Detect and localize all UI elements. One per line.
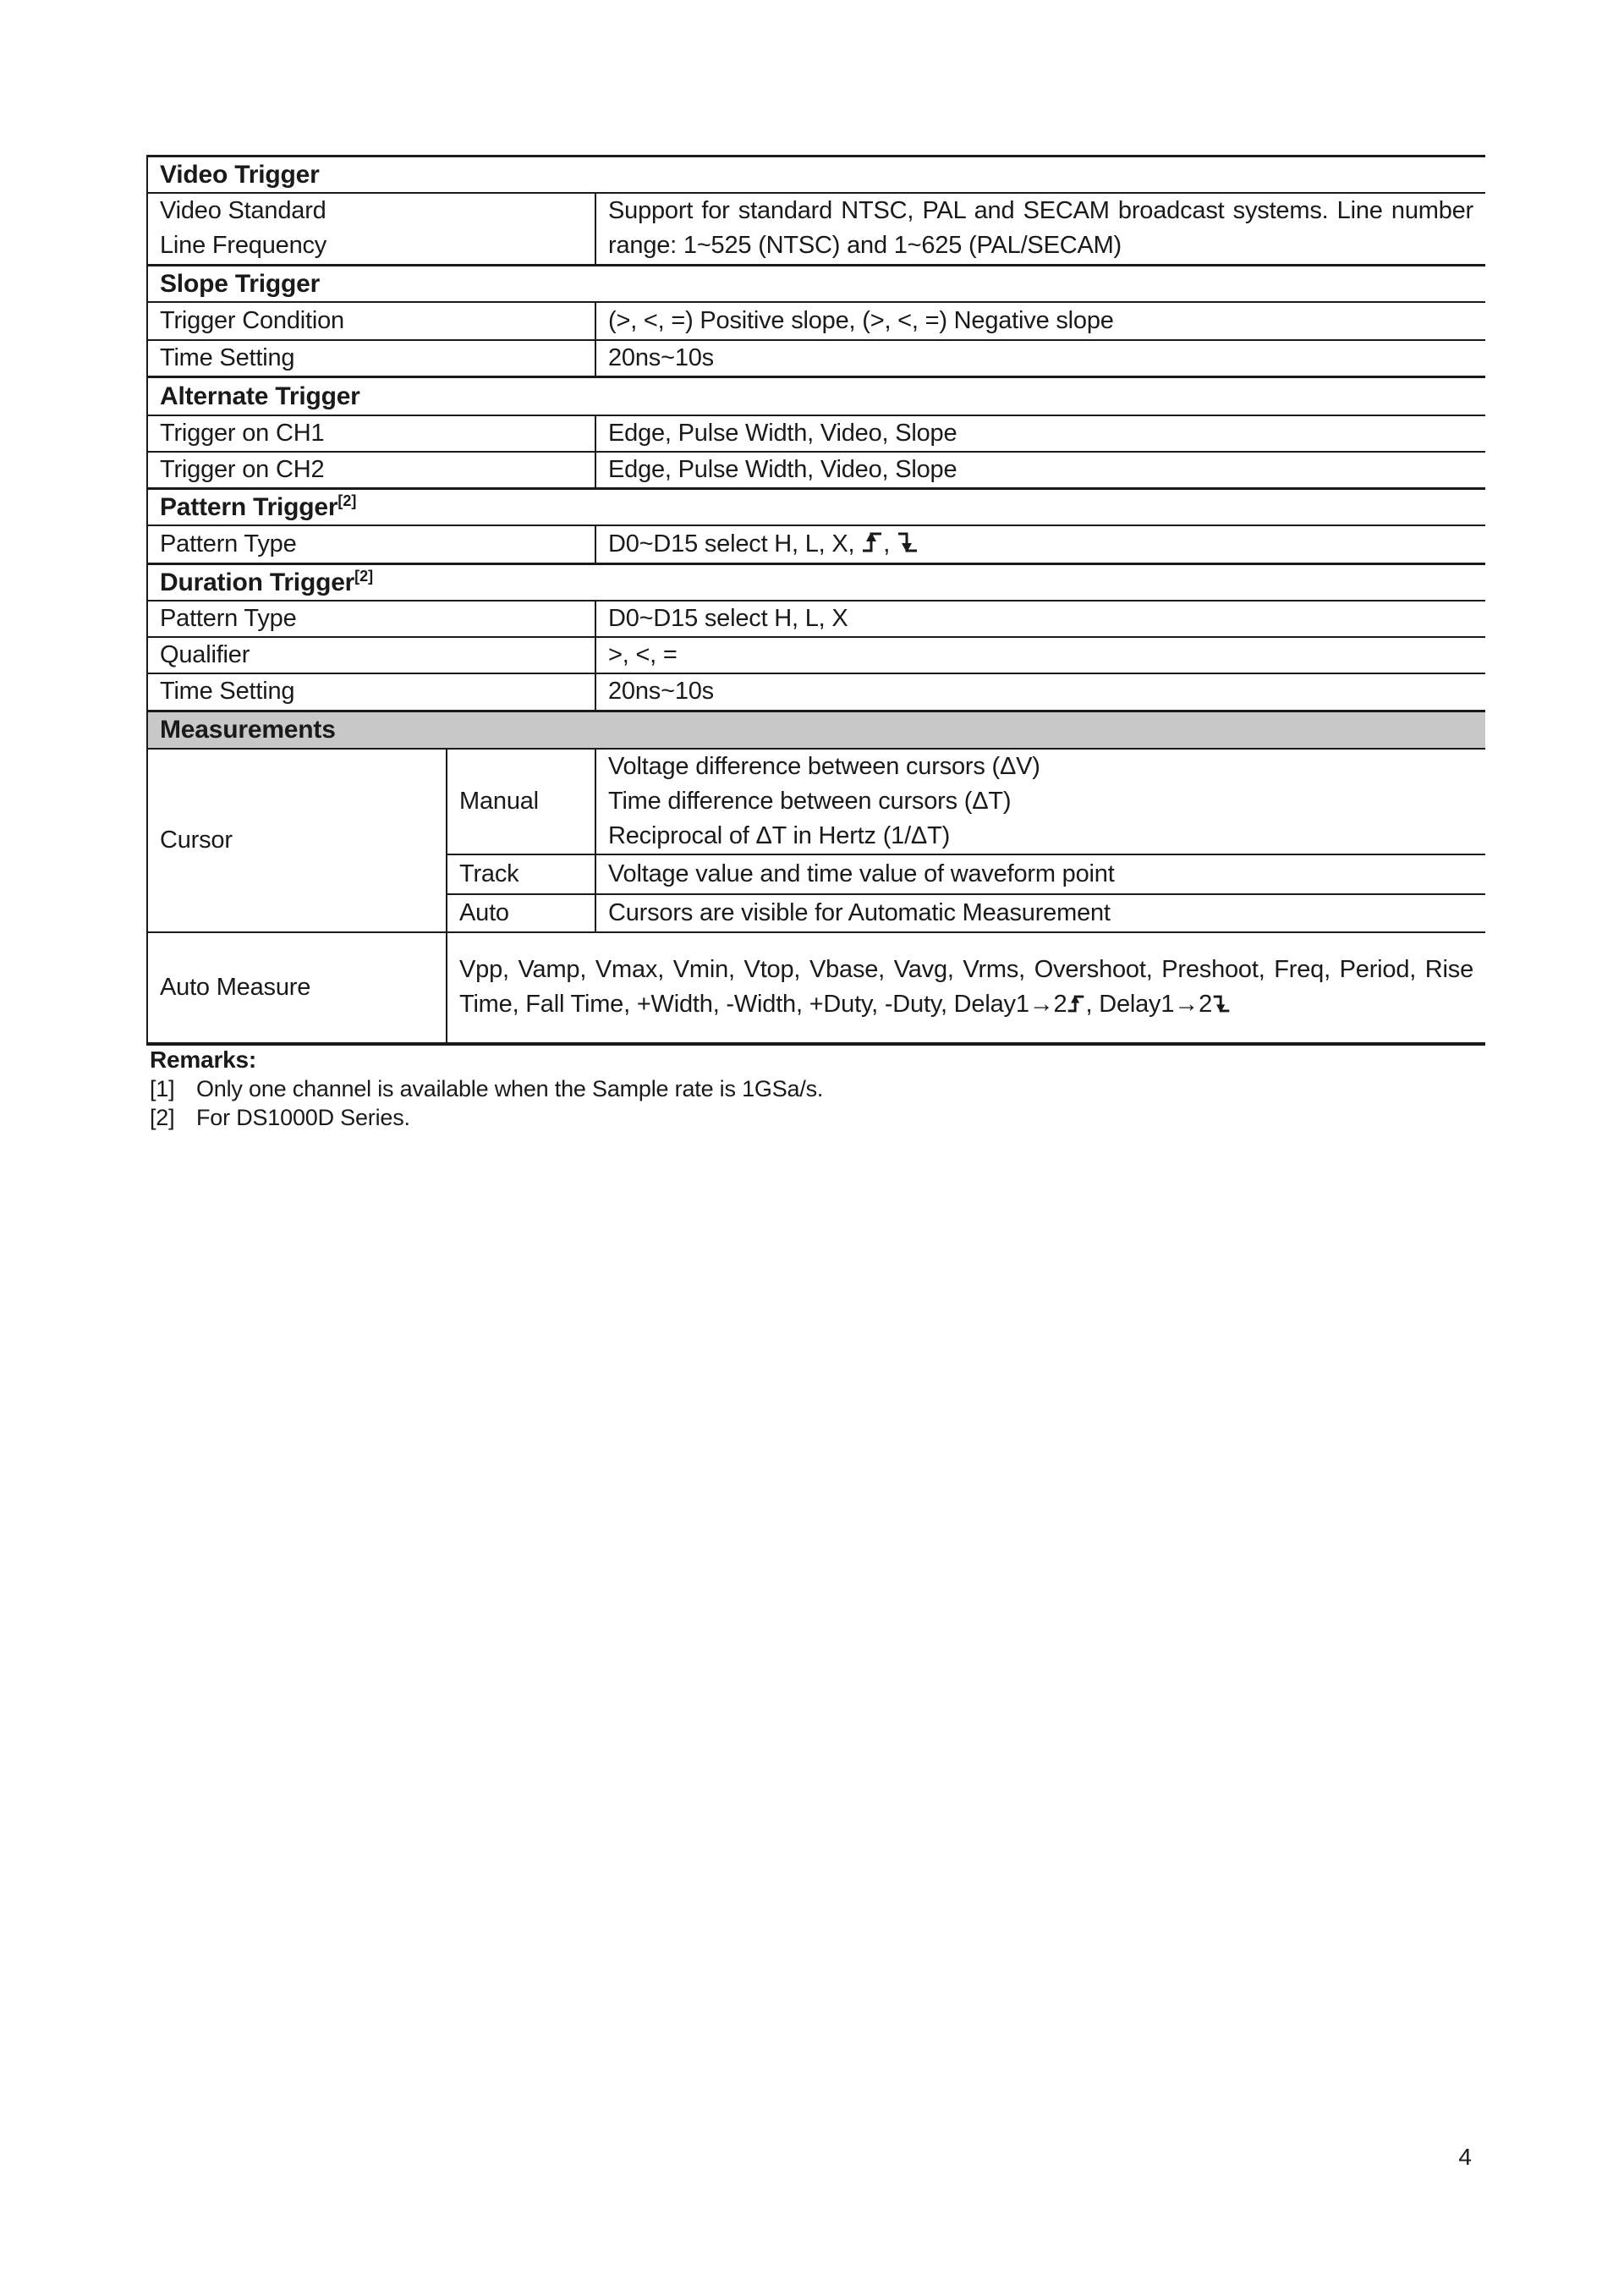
cursor-manual-description — [595, 749, 1485, 854]
section-header-duration-trigger — [147, 563, 1485, 601]
row-label-trigger-condition: Trigger Condition — [147, 302, 595, 340]
table-row — [147, 932, 1485, 1044]
section-title: Video Trigger — [160, 161, 320, 189]
cursor-track-description: Voltage value and time value of waveform point — [595, 854, 1485, 894]
table-row — [147, 193, 1485, 265]
table-row — [147, 415, 1485, 452]
remark-marker: [2] — [150, 1105, 175, 1130]
section-header-video-trigger — [147, 157, 1485, 194]
table-row — [147, 302, 1485, 340]
page-number: 4 — [1458, 2144, 1472, 2170]
remark-text: For DS1000D Series. — [196, 1105, 410, 1130]
table-row — [147, 749, 1485, 854]
description-line: Reciprocal of ΔT in Hertz (1/ΔT) — [608, 821, 951, 849]
label-line: Video Standard — [160, 197, 326, 225]
remark-item — [150, 1074, 1334, 1103]
auto-measure-separator: , — [1085, 991, 1093, 1018]
row-value-trigger-ch2: Edge, Pulse Width, Video, Slope — [595, 452, 1485, 489]
section-title: Measurements — [160, 716, 336, 744]
row-label-pattern-type: Pattern Type — [147, 525, 595, 563]
row-label-trigger-ch1: Trigger on CH1 — [147, 415, 595, 452]
row-value-auto-measure — [447, 932, 1485, 1044]
row-value-time-setting: 20ns~10s — [595, 340, 1485, 377]
row-value-video-standard: Support for standard NTSC, PAL and SECAM broadcast systems. Line number range: 1~525 (NTSC) and 1~625 (PAL/SECAM) — [595, 193, 1485, 265]
remarks-block — [150, 1046, 1334, 1132]
table-row — [147, 525, 1485, 563]
row-value-pattern-type — [595, 525, 1485, 563]
cursor-mode-auto: Auto — [447, 894, 595, 932]
row-label-time-setting: Time Setting — [147, 340, 595, 377]
footnote-marker: [2] — [354, 567, 374, 585]
table-row — [147, 601, 1485, 637]
section-title: Duration Trigger — [160, 568, 355, 596]
falling-edge-icon — [1212, 992, 1231, 1015]
table-row — [147, 340, 1485, 377]
row-label-time-setting-duration: Time Setting — [147, 673, 595, 711]
rising-edge-icon — [1067, 992, 1085, 1015]
icon-separator: , — [883, 530, 891, 558]
row-value-qualifier: >, <, = — [595, 637, 1485, 673]
section-header-slope-trigger — [147, 265, 1485, 302]
specifications-table — [146, 155, 1485, 1046]
row-label-cursor: Cursor — [147, 749, 447, 932]
rising-edge-icon — [861, 530, 883, 555]
row-label-video-standard — [147, 193, 595, 265]
auto-measure-text: Vpp, Vamp, Vmax, Vmin, Vtop, Vbase, Vavg, Vrms, Overshoot, Preshoot, Freq, Period, Rise Time, Fall Time, +Width, -Width, +Duty, -Duty, Delay1→2 — [459, 956, 1474, 1018]
table-row — [147, 673, 1485, 711]
row-value-time-setting-duration: 20ns~10s — [595, 673, 1485, 711]
remark-text: Only one channel is available when the Sample rate is 1GSa/s. — [196, 1076, 824, 1101]
section-header-pattern-trigger — [147, 489, 1485, 526]
label-line: Line Frequency — [160, 232, 327, 260]
section-title: Alternate Trigger — [160, 382, 360, 410]
row-value-pattern-type-duration: D0~D15 select H, L, X — [595, 601, 1485, 637]
auto-measure-text: Delay1→2 — [1099, 991, 1213, 1018]
pattern-type-text: D0~D15 select H, L, X, — [608, 530, 855, 558]
cursor-mode-track: Track — [447, 854, 595, 894]
description-line: Time difference between cursors (ΔT) — [608, 787, 1012, 815]
section-title: Pattern Trigger — [160, 493, 338, 521]
cursor-mode-manual: Manual — [447, 749, 595, 854]
description-line: Voltage difference between cursors (ΔV) — [608, 752, 1040, 780]
section-header-measurements — [147, 711, 1485, 749]
table-row — [147, 452, 1485, 489]
section-header-alternate-trigger — [147, 377, 1485, 415]
falling-edge-icon — [897, 530, 919, 555]
row-value-trigger-ch1: Edge, Pulse Width, Video, Slope — [595, 415, 1485, 452]
footnote-marker: [2] — [337, 492, 357, 509]
cursor-auto-description: Cursors are visible for Automatic Measurement — [595, 894, 1485, 932]
remark-item — [150, 1103, 1334, 1132]
table-row — [147, 637, 1485, 673]
remarks-title: Remarks: — [150, 1046, 257, 1073]
row-label-trigger-ch2: Trigger on CH2 — [147, 452, 595, 489]
section-title: Slope Trigger — [160, 269, 321, 298]
row-label-qualifier: Qualifier — [147, 637, 595, 673]
remark-marker: [1] — [150, 1076, 175, 1101]
row-value-trigger-condition: (>, <, =) Positive slope, (>, <, =) Negative slope — [595, 302, 1485, 340]
row-label-auto-measure: Auto Measure — [147, 932, 447, 1044]
row-label-pattern-type-duration: Pattern Type — [147, 601, 595, 637]
